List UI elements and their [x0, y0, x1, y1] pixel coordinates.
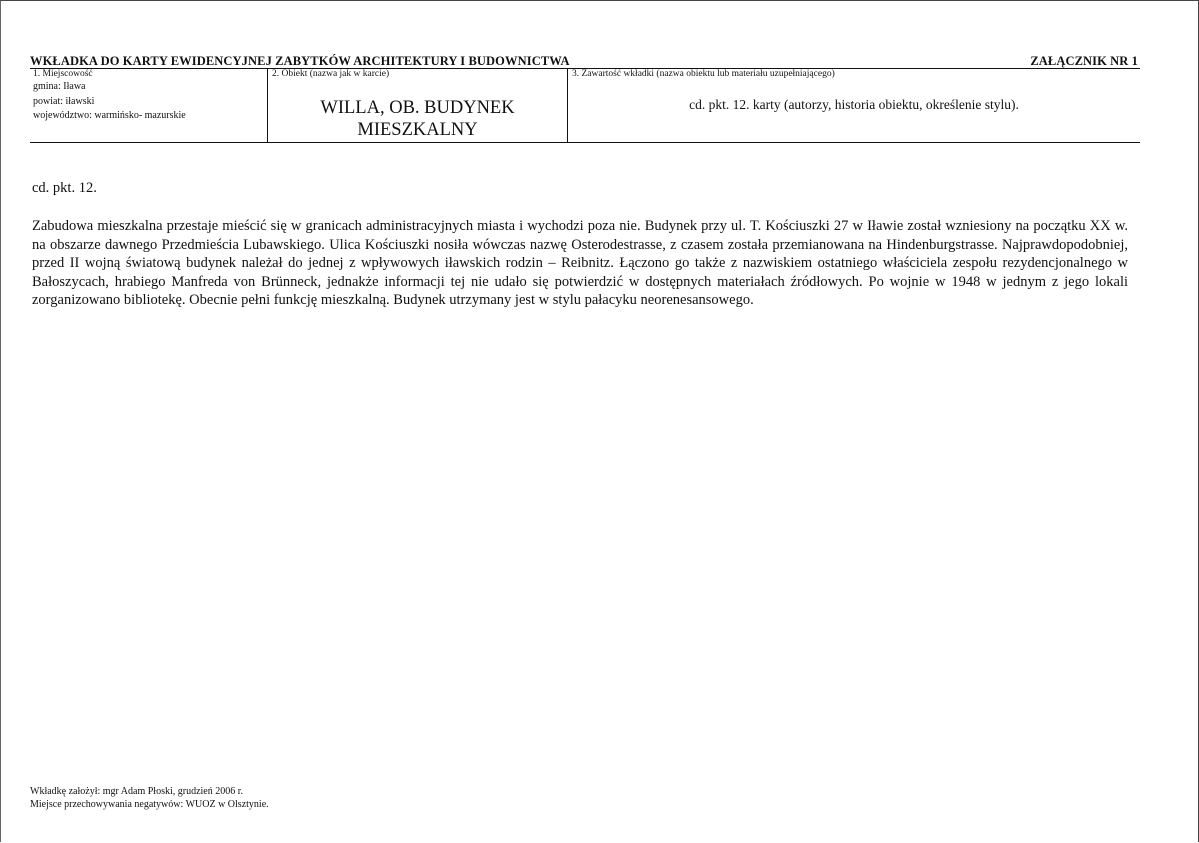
- footer-author: Wkładkę założył: mgr Adam Płoski, grudzień 2006 r.: [30, 786, 244, 797]
- object-label: 2. Obiekt (nazwa jak w karcie): [272, 69, 390, 79]
- footer: [30, 785, 269, 811]
- county-field: powiat: iławski: [33, 96, 95, 107]
- section-reference: cd. pkt. 12.: [32, 180, 97, 196]
- location-label: 1. Miejscowość: [33, 69, 93, 79]
- commune-field: gmina: Iława: [33, 81, 86, 92]
- footer-storage: Miejsce przechowywania negatywów: WUOZ w Olsztynie.: [30, 799, 269, 810]
- annex-number: ZAŁĄCZNIK NR 1: [1030, 54, 1138, 68]
- object-name: [268, 97, 567, 141]
- table-bottom-rule: [30, 142, 1140, 143]
- voivodeship-field: województwo: warmińsko- mazurskie: [33, 110, 186, 121]
- content-description: cd. pkt. 12. karty (autorzy, historia obiektu, określenie stylu).: [689, 97, 1019, 112]
- document-title: WKŁADKA DO KARTY EWIDENCYJNEJ ZABYTKÓW ARCHITEKTURY I BUDOWNICTWA: [30, 54, 570, 68]
- object-name-line-1: WILLA, OB. BUDYNEK: [320, 98, 515, 118]
- object-name-line-2: MIESZKALNY: [357, 120, 478, 140]
- content-label: 3. Zawartość wkładki (nazwa obiektu lub materiału uzupełniającego): [572, 69, 835, 79]
- body-paragraph: Zabudowa mieszkalna przestaje mieścić się w granicach administracyjnych miasta i wychodzi poza nie. Budynek przy ul. T. Kościuszki 27 w Iławie został wzniesiony na początku XX w. na obszarze dawnego Przedmieścia Lubawskiego. Ulica Kościuszki nosiła wówczas nazwę Osterodestrasse, z czasem została przemianowana na Hindenburgstrasse. Najprawdopodobniej, przed II wojną światową budynek należał do jednej z wpływowych iławskich rodzin – Reibnitz. Łączono go także z nazwiskiem ostatniego właściciela zespołu rezydencjonalnego w Bałoszycach, hrabiego Manfreda von Brünneck, jednakże informacji tej nie udało się potwierdzić w dostępnych materiałach źródłowych. Po wojnie w 1948 w jednym z jego lokali zorganizowano bibliotekę. Obecnie pełni funkcję mieszkalną. Budynek utrzymany jest w stylu pałacyku neorenesansowego.: [32, 218, 1128, 309]
- document-header: [30, 54, 1140, 68]
